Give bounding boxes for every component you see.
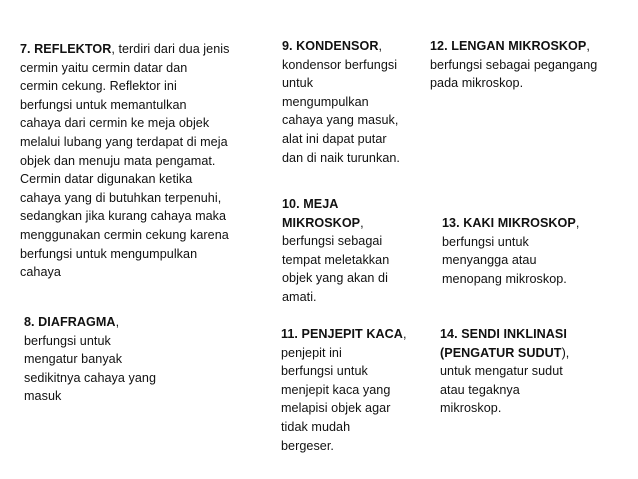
meja-mikroskop-title: 10. MEJA MIKROSKOP	[282, 197, 361, 230]
penjepit-kaca-block	[281, 325, 421, 455]
kaki-mikroskop-title: 13. KAKI MIKROSKOP	[442, 216, 576, 230]
meja-mikroskop-body: , berfungsi sebagai tempat meletakkan objek yang akan di amati.	[282, 215, 390, 304]
kondensor-title: 9. KONDENSOR	[282, 39, 379, 53]
penjepit-kaca-title: 11. PENJEPIT KACA	[281, 327, 403, 341]
lengan-mikroskop-block	[430, 37, 635, 93]
sendi-inklinasi-block	[440, 325, 635, 418]
meja-mikroskop-block	[282, 195, 422, 307]
lengan-mikroskop-body: , berfungsi sebagai pegangang pada mikroskop.	[430, 39, 598, 91]
reflektor-body: , terdiri dari dua jenis cermin yaitu cermin datar dan cermin cekung. Reflektor ini berfungsi untuk memantulkan cahaya dari cermin ke meja objek melalui lubang yang terdapat di meja objek dan menuju mata pengamat. Cermin datar digunakan ketika cahaya yang di butuhkan terpenuhi, sedangkan jika kurang cahaya maka menggunakan cermin cekung karena berfungsi untuk mengumpulkan cahaya	[20, 42, 230, 280]
diafragma-body: , berfungsi untuk mengatur banyak sedikitnya cahaya yang masuk	[24, 315, 157, 404]
lengan-mikroskop-title: 12. LENGAN MIKROSKOP	[430, 39, 587, 53]
reflektor-title: 7. REFLEKTOR	[20, 42, 112, 56]
reflektor-block	[20, 40, 260, 282]
sendi-inklinasi-body: ), untuk mengatur sudut atau tegaknya mikroskop.	[440, 345, 570, 416]
kondensor-body: , kondensor berfungsi untuk mengumpulkan cahaya yang masuk, alat ini dapat putar dan di naik turunkan.	[282, 39, 400, 165]
kaki-mikroskop-block	[442, 214, 632, 288]
kondensor-block	[282, 37, 422, 167]
sendi-inklinasi-title: 14. SENDI INKLINASI (PENGATUR SUDUT	[440, 327, 567, 360]
diafragma-title: 8. DIAFRAGMA	[24, 315, 116, 329]
penjepit-kaca-body: , penjepit ini berfungsi untuk menjepit kaca yang melapisi objek agar tidak mudah bergeser.	[281, 327, 407, 453]
diafragma-block	[24, 313, 224, 406]
kaki-mikroskop-body: , berfungsi untuk menyangga atau menopang mikroskop.	[442, 216, 580, 286]
